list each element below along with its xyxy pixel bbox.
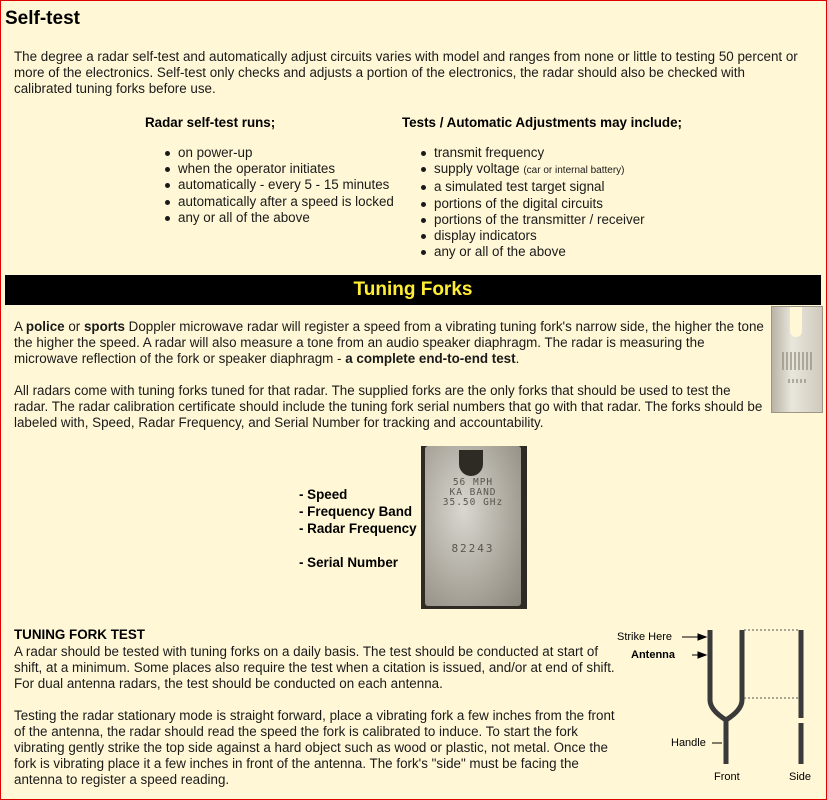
diagram-label-handle: Handle bbox=[671, 737, 706, 749]
self-test-intro: The degree a radar self-test and automatically adjust circuits varies with model and ranges from none or little to testing 50 percent or more of the electronics. Self-test only checks and adjusts a portion of the electronics, the radar should also be checked with calibrated tuning forks before use. bbox=[14, 49, 798, 96]
tuning-fork-photo bbox=[421, 446, 527, 609]
fork-test-paragraph-2: Testing the radar stationary mode is straight forward, place a vibrating fork a few inches from the front of the antenna, the radar should read the speed the fork is calibrated to induce. To start the fork vibrating gently strike the top side against a hard object such as wood or plastic, not metal. Once the fork is vibrating place it a few inches in front of the antenna. The fork's "side" must be facing the antenna to register a speed reading. bbox=[14, 708, 615, 787]
runs-list bbox=[164, 145, 394, 226]
diagram-label-side: Side bbox=[789, 771, 812, 783]
list-item: on power-up bbox=[164, 145, 394, 161]
label-serial-number: - Serial Number bbox=[299, 555, 398, 570]
fork-stamp-serial: 82243 bbox=[451, 542, 495, 555]
list-item: display indicators bbox=[420, 228, 645, 244]
list-item: supply voltage (car or internal battery) bbox=[420, 161, 645, 179]
list-item: automatically after a speed is locked bbox=[164, 194, 394, 210]
list-item: portions of the digital circuits bbox=[420, 196, 645, 212]
tuning-fork-thumbnail-image bbox=[771, 306, 823, 413]
fork-stamp-speed: 56 MPH bbox=[452, 477, 494, 488]
diagram-label-strike: Strike Here bbox=[617, 631, 673, 643]
tuning-forks-banner: Tuning Forks bbox=[5, 275, 821, 305]
tests-heading: Tests / Automatic Adjustments may include; bbox=[402, 115, 683, 130]
fork-test-heading: TUNING FORK TEST bbox=[14, 627, 145, 642]
fork-test-paragraph-1: A radar should be tested with tuning forks on a daily basis. The test should be conducted at start of shift, at a minimum. Some places also require the test when a citation is issued, and/or at end of shift. For dual antenna radars, the test should be conducted on each antenna. bbox=[14, 644, 615, 691]
label-speed: - Speed bbox=[299, 487, 348, 502]
list-item: automatically - every 5 - 15 minutes bbox=[164, 177, 394, 193]
self-test-title: Self-test bbox=[5, 8, 80, 29]
fork-stamp-band: KA BAND bbox=[449, 487, 497, 498]
fork-diagram bbox=[612, 622, 822, 792]
tests-list bbox=[420, 145, 645, 260]
tuning-forks-paragraph-2: All radars come with tuning forks tuned for that radar. The supplied forks are the only forks that should be used to test the radar. The radar calibration certificate should include the tuning fork serial numbers that go with that radar. The forks should be labeled with, Speed, Radar Frequency, and Serial Number for tracking and accountability. bbox=[14, 383, 763, 430]
diagram-label-antenna: Antenna bbox=[631, 649, 675, 661]
label-frequency-band: - Frequency Band bbox=[299, 504, 413, 519]
fork-stamp-frequency: 35.50 GHz bbox=[442, 497, 504, 508]
fork-diagram-svg bbox=[612, 622, 822, 792]
list-item: any or all of the above bbox=[420, 244, 645, 260]
diagram-label-front: Front bbox=[714, 771, 740, 783]
runs-heading: Radar self-test runs; bbox=[145, 115, 276, 130]
list-item: any or all of the above bbox=[164, 210, 394, 226]
list-item: portions of the transmitter / receiver bbox=[420, 212, 645, 228]
list-item: a simulated test target signal bbox=[420, 179, 645, 195]
list-item-note: (car or internal battery) bbox=[523, 165, 625, 177]
label-radar-frequency: - Radar Frequency bbox=[299, 521, 417, 536]
fork-label-list bbox=[299, 486, 417, 571]
tuning-forks-paragraph-1: A police or sports Doppler microwave radar will register a speed from a vibrating tuning fork's narrow side, the higher the tone the higher the speed. A radar will also measure a tone from an audio speaker diaphragm. The radar is measuring the microwave reflection of the fork or speaker diaphragm - a complete end-to-end test. bbox=[14, 319, 764, 366]
list-item: when the operator initiates bbox=[164, 161, 394, 177]
list-item: transmit frequency bbox=[420, 145, 645, 161]
